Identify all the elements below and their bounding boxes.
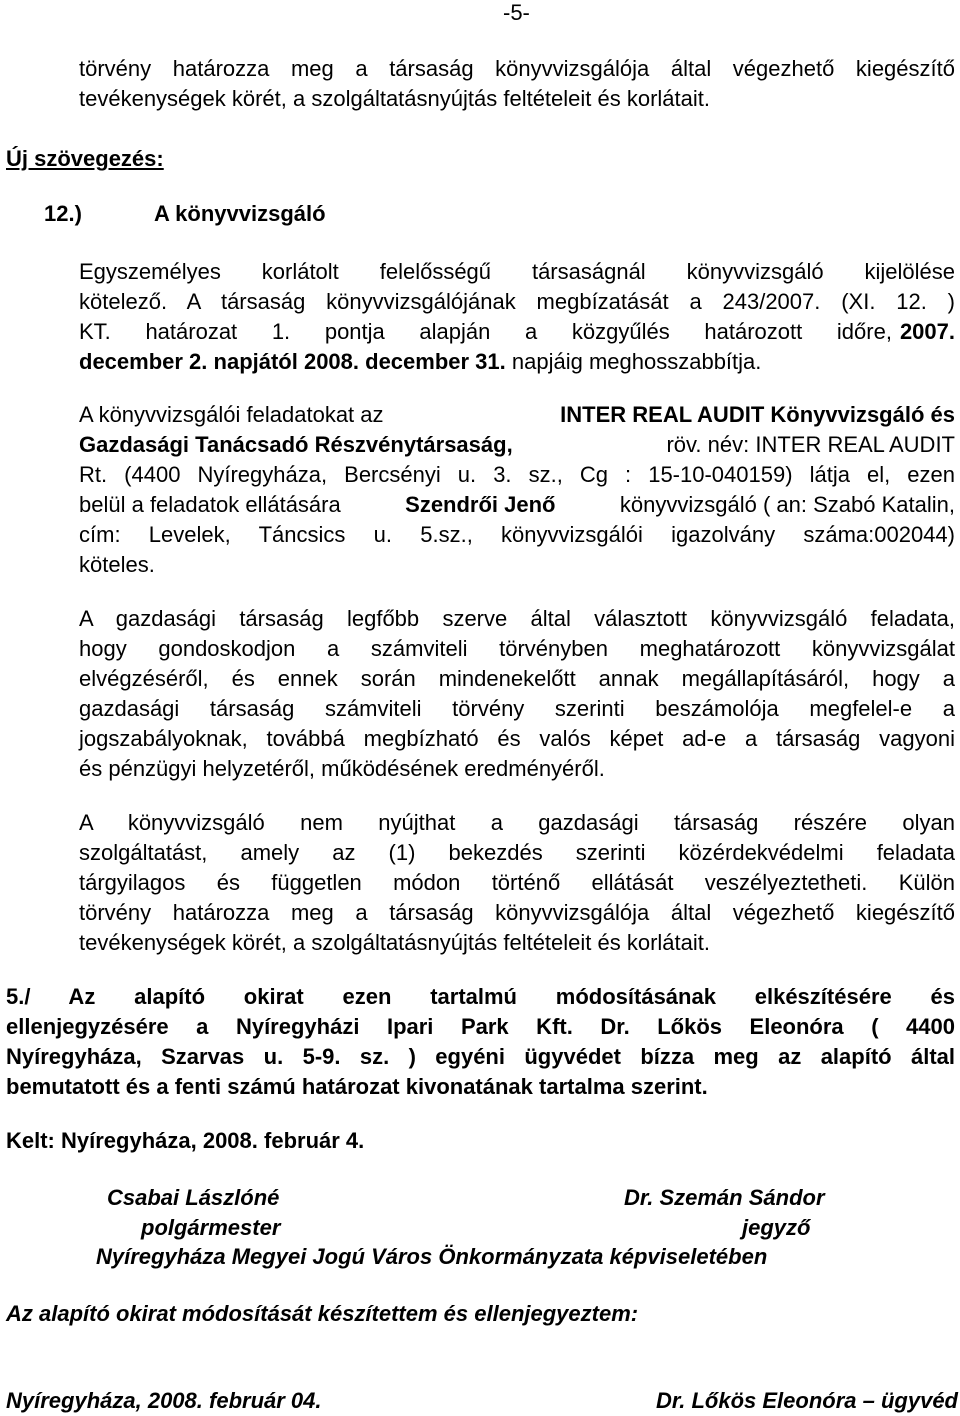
- intro-line: tevékenységek körét, a szolgáltatásnyújtás feltételeit és korlátait.: [79, 86, 711, 111]
- paragraph-line: törvény határozza meg a társaság könyvvizsgálója által végezhető kiegészítő: [79, 900, 955, 925]
- text-run: könyvvizsgáló ( an: Szabó Katalin,: [619, 492, 955, 517]
- section-5-line: Nyíregyháza, Szarvas u. 5-9. sz. ) egyéni ügyvédet bízza meg az alapító által: [6, 1044, 955, 1069]
- text-run: KT. határozat 1. pontja alapján a közgyűlés határozott időre,: [79, 319, 892, 344]
- mayor-name: Csabai Lászlóné: [107, 1185, 280, 1210]
- section-5-line: bemutatott és a fenti számú határozat kivonatának tartalma szerint.: [6, 1074, 708, 1099]
- on-behalf-line: Nyíregyháza Megyei Jogú Város Önkormányzata képviseletében: [96, 1244, 768, 1269]
- page-number: -5-: [503, 0, 530, 25]
- text-run: december 2. napjától 2008. december 31.: [79, 349, 506, 374]
- paragraph-line: [79, 400, 955, 430]
- paragraph-line: hogy gondoskodjon a számviteli törvényben meghatározott könyvvizsgálat: [79, 636, 955, 661]
- countersign-note: Az alapító okirat módosítását készítettem és ellenjegyeztem:: [6, 1301, 639, 1326]
- text-run: belül a feladatok ellátására: [79, 492, 341, 517]
- intro-line: törvény határozza meg a társaság könyvvizsgálója által végezhető kiegészítő: [79, 56, 955, 81]
- paragraph-line: tevékenységek körét, a szolgáltatásnyújtás feltételeit és korlátait.: [79, 930, 711, 955]
- notary-name: Dr. Szemán Sándor: [624, 1185, 825, 1210]
- paragraph-line: [79, 347, 761, 377]
- text-run: Gazdasági Tanácsadó Részvénytársaság,: [79, 432, 513, 457]
- paragraph-line: A gazdasági társaság legfőbb szerve által választott könyvvizsgáló feladata,: [79, 606, 955, 631]
- mayor-title: polgármester: [141, 1215, 281, 1240]
- section-number: 12.): [44, 201, 82, 226]
- paragraph-line: gazdasági társaság számviteli törvény szerinti beszámolója megfelel-e a: [79, 696, 955, 721]
- text-run: napjáig meghosszabbítja.: [511, 349, 762, 374]
- date-line: Kelt: Nyíregyháza, 2008. február 4.: [6, 1128, 365, 1153]
- section-5-line: 5./ Az alapító okirat ezen tartalmú módosításának elkészítésére és: [6, 984, 955, 1009]
- paragraph-line: [79, 490, 955, 520]
- text-run: Szendrői Jenő: [405, 492, 556, 517]
- section-title: A könyvvizsgáló: [154, 201, 326, 226]
- paragraph-line: [79, 317, 955, 347]
- notary-title: jegyző: [742, 1215, 811, 1240]
- paragraph-line: cím: Levelek, Táncsics u. 5.sz., könyvvizsgálói igazolvány száma:002044): [79, 522, 955, 547]
- paragraph-line: [79, 430, 955, 460]
- paragraph-line: elvégzéséről, és ennek során mindenekelőtt annak megállapításáról, hogy a: [79, 666, 955, 691]
- footer-lawyer: Dr. Lőkös Eleonóra – ügyvéd: [656, 1388, 958, 1413]
- text-run: A könyvvizsgálói feladatokat az: [79, 402, 384, 427]
- paragraph-line: köteles.: [79, 552, 155, 577]
- section-5-line: ellenjegyzésére a Nyíregyházi Ipari Park Kft. Dr. Lőkös Eleonóra ( 4400: [6, 1014, 955, 1039]
- text-run: INTER REAL AUDIT Könyvvizsgáló és: [560, 402, 955, 427]
- paragraph-line: szolgáltatást, amely az (1) bekezdés szerinti közérdekvédelmi feladata: [79, 840, 955, 865]
- paragraph-line: Rt. (4400 Nyíregyháza, Bercsényi u. 3. sz., Cg : 15-10-040159) látja el, ezen: [79, 462, 955, 487]
- footer-place-date: Nyíregyháza, 2008. február 04.: [6, 1388, 322, 1413]
- paragraph-line: Egyszemélyes korlátolt felelősségű társaságnál könyvvizsgáló kijelölése: [79, 259, 955, 284]
- new-text-heading: Új szövegezés:: [6, 146, 164, 171]
- paragraph-line: kötelező. A társaság könyvvizsgálójának megbízatását a 243/2007. (XI. 12. ): [79, 289, 955, 314]
- paragraph-line: A könyvvizsgáló nem nyújthat a gazdasági társaság részére olyan: [79, 810, 955, 835]
- paragraph-line: tárgyilagos és független módon történő ellátását veszélyeztetheti. Külön: [79, 870, 955, 895]
- text-run: 2007.: [899, 319, 955, 344]
- paragraph-line: és pénzügyi helyzetéről, működésének eredményéről.: [79, 756, 605, 781]
- paragraph-line: jogszabályoknak, továbbá megbízható és valós képet ad-e a társaság vagyoni: [79, 726, 955, 751]
- text-run: röv. név: INTER REAL AUDIT: [666, 432, 955, 457]
